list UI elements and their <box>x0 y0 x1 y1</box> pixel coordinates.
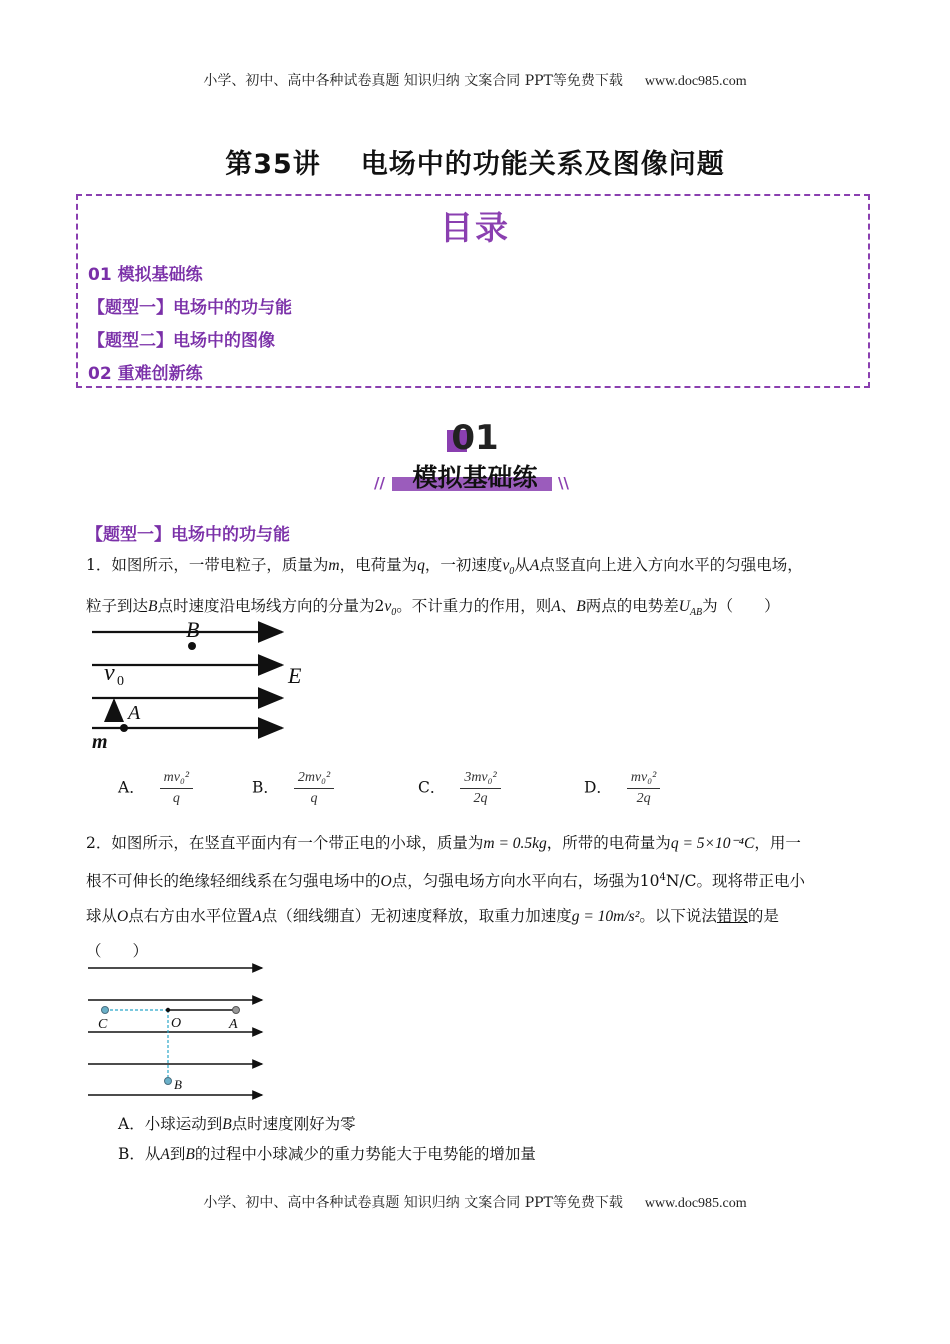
q2-line-4: （ ） <box>86 942 149 961</box>
page-footer <box>0 1192 950 1212</box>
toc-item-4[interactable]: 02 重难创新练 <box>88 364 203 384</box>
point-a <box>120 724 128 732</box>
q1-line-2: 粒子到达B点时速度沿电场线方向的分量为$2v_0$。不计重力的作用，则A、B两点的电势差$U_{AB}$为（ ） <box>86 597 780 619</box>
ball-c <box>102 1007 109 1014</box>
section-label: 模拟基础练 <box>412 463 538 492</box>
q2-line-3: 球从O点右方由水平位置A点（细线绷直）无初速度释放，取重力加速度g = 10m/s²。以下说法错误的是 <box>86 907 779 926</box>
toc-item-1[interactable]: 01 模拟基础练 <box>88 265 203 285</box>
label-b2: B <box>174 1077 182 1092</box>
lecture-number: 第35讲 <box>225 149 321 180</box>
q2-option-b[interactable]: B．从A到B的过程中小球减少的重力势能大于电势能的增加量 <box>118 1145 536 1163</box>
toc-item-3[interactable]: 【题型二】电场中的图像 <box>88 331 275 351</box>
q1-option-c[interactable]: C． $\frac{\text{3mv₀²}}{2q}$ <box>418 770 501 807</box>
ball-b <box>165 1078 172 1085</box>
footer-site: www.doc985.com <box>644 1196 747 1211</box>
q2-option-a[interactable]: A．小球运动到B点时速度刚好为零 <box>118 1115 356 1133</box>
label-v: v <box>104 660 115 686</box>
page-title <box>0 142 950 181</box>
label-a2: A <box>229 1017 238 1032</box>
section-slash-left: // <box>374 474 385 492</box>
q1-option-a[interactable]: A． $\frac{\text{mv₀²}}{q}$ <box>118 770 193 807</box>
label-m: m <box>92 731 108 752</box>
label-b: B <box>186 618 200 642</box>
header-site: www.doc985.com <box>644 74 747 89</box>
footer-slogan: 小学、初中、高中各种试卷真题 知识归纳 文案合同 PPT等免费下载 <box>203 1195 623 1211</box>
q2-figure <box>86 958 276 1100</box>
header-slogan: 小学、初中、高中各种试卷真题 知识归纳 文案合同 PPT等免费下载 <box>203 73 623 89</box>
ball-a <box>233 1007 240 1014</box>
toc-item-2[interactable]: 【题型一】电场中的功与能 <box>88 298 292 318</box>
lecture-topic: 电场中的功能关系及图像问题 <box>360 149 725 180</box>
q1-option-d[interactable]: D． $\frac{\text{mv₀²}}{2q}$ <box>584 770 660 807</box>
q1-line-1: 1．如图所示，一带电粒子，质量为m，电荷量为q，一初速度$v_0$从A点竖直向上进入方向水平的匀强电场， <box>86 556 803 578</box>
question-type-heading: 【题型一】电场中的功与能 <box>86 525 290 545</box>
table-of-contents <box>76 194 870 388</box>
point-o <box>166 1008 170 1012</box>
label-e: E <box>288 663 302 688</box>
q1-figure <box>86 618 326 752</box>
q2-line-2: 根不可伸长的绝缘轻细线系在匀强电场中的O点，匀强电场方向水平向右，场强为$10^4N/C$。现将带正电小 <box>86 872 805 891</box>
q1-option-b[interactable]: B． $\frac{\text{2mv₀²}}{q}$ <box>252 770 334 807</box>
page-header <box>0 70 950 90</box>
section-number: 01 <box>451 418 499 458</box>
q2-text <box>86 826 876 968</box>
label-c: C <box>98 1017 108 1032</box>
label-a: A <box>128 702 141 724</box>
label-o: O <box>171 1016 182 1031</box>
toc-heading: 目录 <box>440 208 510 247</box>
q2-line-1: 2．如图所示，在竖直平面内有一个带正电的小球，质量为m = 0.5kg，所带的电荷量为q = 5×10⁻⁴C，用一 <box>86 834 801 852</box>
section-slash-right: \\ <box>558 474 569 492</box>
point-b <box>188 642 196 650</box>
label-v-sub: 0 <box>117 674 124 689</box>
